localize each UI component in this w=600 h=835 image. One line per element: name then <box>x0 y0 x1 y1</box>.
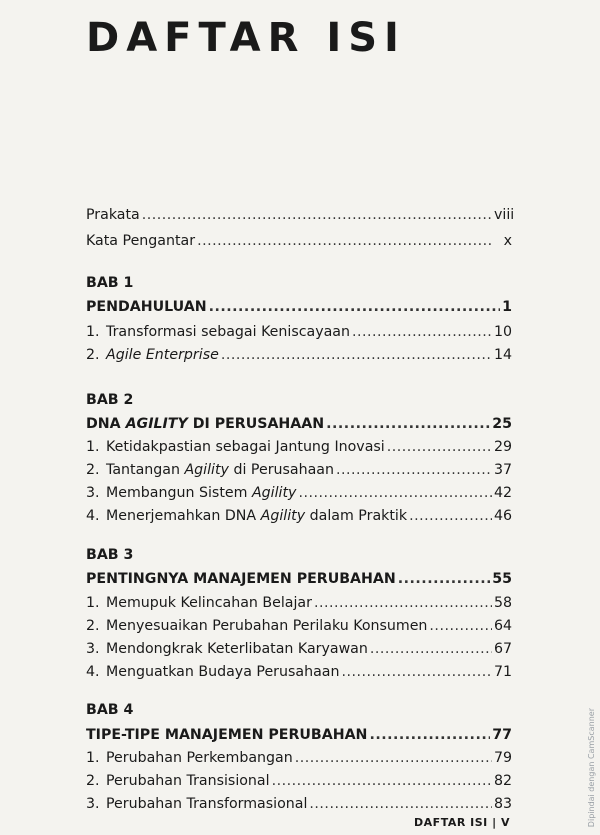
section-entry-label <box>86 462 334 478</box>
section-page-number: 42 <box>493 485 512 501</box>
section-number: 2. <box>86 618 100 634</box>
section-number: 2. <box>86 347 100 363</box>
section-page-number: 14 <box>493 347 512 363</box>
section-page-number: 29 <box>493 439 512 455</box>
scanner-watermark: Dipindai dengan CamScanner <box>587 707 596 827</box>
section-leader-dots <box>387 439 492 455</box>
section-entry-label <box>86 796 307 812</box>
chapter-title-entry-leader-dots <box>398 571 491 587</box>
section-page-number: 79 <box>493 750 512 766</box>
front-matter-entry-text: Kata Pengantar <box>86 233 196 249</box>
footer-title: DAFTAR ISI <box>414 816 488 829</box>
section-entry-label <box>86 641 368 657</box>
section-title-text: Menguatkan Budaya Perusahaan <box>106 664 340 680</box>
section-number: 4. <box>86 664 100 680</box>
section-leader-dots <box>221 347 492 363</box>
section-number: 3. <box>86 641 100 657</box>
section-entry-label <box>86 750 293 766</box>
section-entry-label <box>86 347 219 363</box>
section-entry <box>86 773 512 789</box>
section-page-number: 58 <box>493 595 512 611</box>
chapter-label: BAB 1 <box>86 275 134 291</box>
section-entry-label <box>86 773 270 789</box>
section-leader-dots <box>429 618 492 634</box>
section-page-number: 67 <box>493 641 512 657</box>
section-number: 1. <box>86 324 100 340</box>
section-entry-label <box>86 324 350 340</box>
section-leader-dots <box>370 641 492 657</box>
section-title-text: Menyesuaikan Perubahan Perilaku Konsumen <box>106 618 428 634</box>
section-title-text: di Perusahaan <box>228 462 334 478</box>
section-number: 3. <box>86 485 100 501</box>
section-entry <box>86 485 512 501</box>
section-number: 1. <box>86 439 100 455</box>
section-leader-dots <box>336 462 492 478</box>
section-number: 1. <box>86 595 100 611</box>
chapter-title-entry-label <box>86 299 207 315</box>
chapter-title-entry-leader-dots <box>209 299 501 315</box>
section-title-text: Agility <box>251 485 297 501</box>
chapter-title-entry-page-number: 25 <box>492 416 512 432</box>
section-entry <box>86 595 512 611</box>
section-number: 4. <box>86 508 100 524</box>
page-footer <box>414 816 510 829</box>
footer-separator: | <box>492 816 497 829</box>
section-title-text: Perubahan Perkembangan <box>106 750 293 766</box>
section-entry <box>86 324 512 340</box>
section-title-text: Agile Enterprise <box>106 347 219 363</box>
section-title-text: Membangun Sistem <box>106 485 252 501</box>
section-entry <box>86 641 512 657</box>
section-entry <box>86 618 512 634</box>
section-leader-dots <box>272 773 492 789</box>
chapter-title-entry <box>86 727 512 743</box>
chapter-title-entry-leader-dots <box>369 727 490 743</box>
chapter-title-entry-text: DNA <box>86 416 126 432</box>
chapter-title-entry-label <box>86 416 324 432</box>
section-page-number: 37 <box>493 462 512 478</box>
section-title-text: Mendongkrak Keterlibatan Karyawan <box>106 641 368 657</box>
front-matter-entry-page-number: x <box>503 233 512 249</box>
page-title: DAFTAR ISI <box>86 15 406 61</box>
section-entry-label <box>86 485 296 501</box>
front-matter-entry-page-number: viii <box>494 207 515 223</box>
chapter-title-entry-text: TIPE-TIPE MANAJEMEN PERUBAHAN <box>86 727 368 743</box>
section-entry-label <box>86 618 427 634</box>
section-leader-dots <box>309 796 492 812</box>
footer-page-number: V <box>500 816 510 829</box>
chapter-title-entry <box>86 571 512 587</box>
chapter-title-entry-text: AGILITY <box>125 416 188 432</box>
section-title-text: Tantangan <box>106 462 185 478</box>
section-number: 1. <box>86 750 100 766</box>
section-title-text: Menerjemahkan DNA <box>106 508 261 524</box>
section-leader-dots <box>341 664 491 680</box>
chapter-title-entry <box>86 299 512 315</box>
section-entry-label <box>86 595 312 611</box>
section-leader-dots <box>314 595 492 611</box>
section-entry <box>86 347 512 363</box>
chapter-title-entry-leader-dots <box>326 416 490 432</box>
section-title-text: Perubahan Transformasional <box>106 796 308 812</box>
chapter-title-entry <box>86 416 512 432</box>
section-page-number: 82 <box>493 773 512 789</box>
chapter-label: BAB 2 <box>86 392 134 408</box>
section-title-text: dalam Praktik <box>305 508 408 524</box>
chapter-label: BAB 3 <box>86 547 134 563</box>
section-title-text: Ketidakpastian sebagai Jantung Inovasi <box>106 439 385 455</box>
section-entry-label <box>86 439 385 455</box>
section-page-number: 10 <box>493 324 512 340</box>
section-leader-dots <box>298 485 491 501</box>
chapter-title-entry-page-number: 55 <box>492 571 512 587</box>
chapter-title-entry-label <box>86 571 396 587</box>
section-title-text: Transformasi sebagai Keniscayaan <box>106 324 350 340</box>
section-page-number: 71 <box>493 664 512 680</box>
section-leader-dots <box>295 750 492 766</box>
section-entry-label <box>86 664 339 680</box>
front-matter-entry-leader-dots <box>197 233 492 249</box>
front-matter-entry <box>86 233 512 249</box>
front-matter-entry-label <box>86 207 140 223</box>
chapter-title-entry-page-number: 77 <box>492 727 512 743</box>
section-entry <box>86 508 512 524</box>
section-entry <box>86 664 512 680</box>
section-number: 2. <box>86 773 100 789</box>
chapter-title-entry-text: PENDAHULUAN <box>86 299 207 315</box>
section-leader-dots <box>409 508 492 524</box>
section-page-number: 83 <box>493 796 512 812</box>
section-number: 2. <box>86 462 100 478</box>
section-entry <box>86 796 512 812</box>
section-entry <box>86 750 512 766</box>
front-matter-entry-text: Prakata <box>86 207 140 223</box>
section-title-text: Perubahan Transisional <box>106 773 270 789</box>
section-entry <box>86 462 512 478</box>
chapter-label: BAB 4 <box>86 702 134 718</box>
section-entry <box>86 439 512 455</box>
section-page-number: 64 <box>493 618 512 634</box>
chapter-title-entry-text: PENTINGNYA MANAJEMEN PERUBAHAN <box>86 571 396 587</box>
front-matter-entry-label <box>86 233 195 249</box>
section-title-text: Agility <box>184 462 229 478</box>
section-entry-label <box>86 508 407 524</box>
chapter-title-entry-page-number: 1 <box>502 299 512 315</box>
section-title-text: Memupuk Kelincahan Belajar <box>106 595 312 611</box>
chapter-title-entry-label <box>86 727 367 743</box>
section-number: 3. <box>86 796 100 812</box>
section-leader-dots <box>352 324 492 340</box>
chapter-title-entry-text: DI PERUSAHAAN <box>187 416 325 432</box>
front-matter-entry-leader-dots <box>142 207 492 223</box>
section-page-number: 46 <box>493 508 512 524</box>
section-title-text: Agility <box>260 508 306 524</box>
front-matter-entry <box>86 207 515 223</box>
